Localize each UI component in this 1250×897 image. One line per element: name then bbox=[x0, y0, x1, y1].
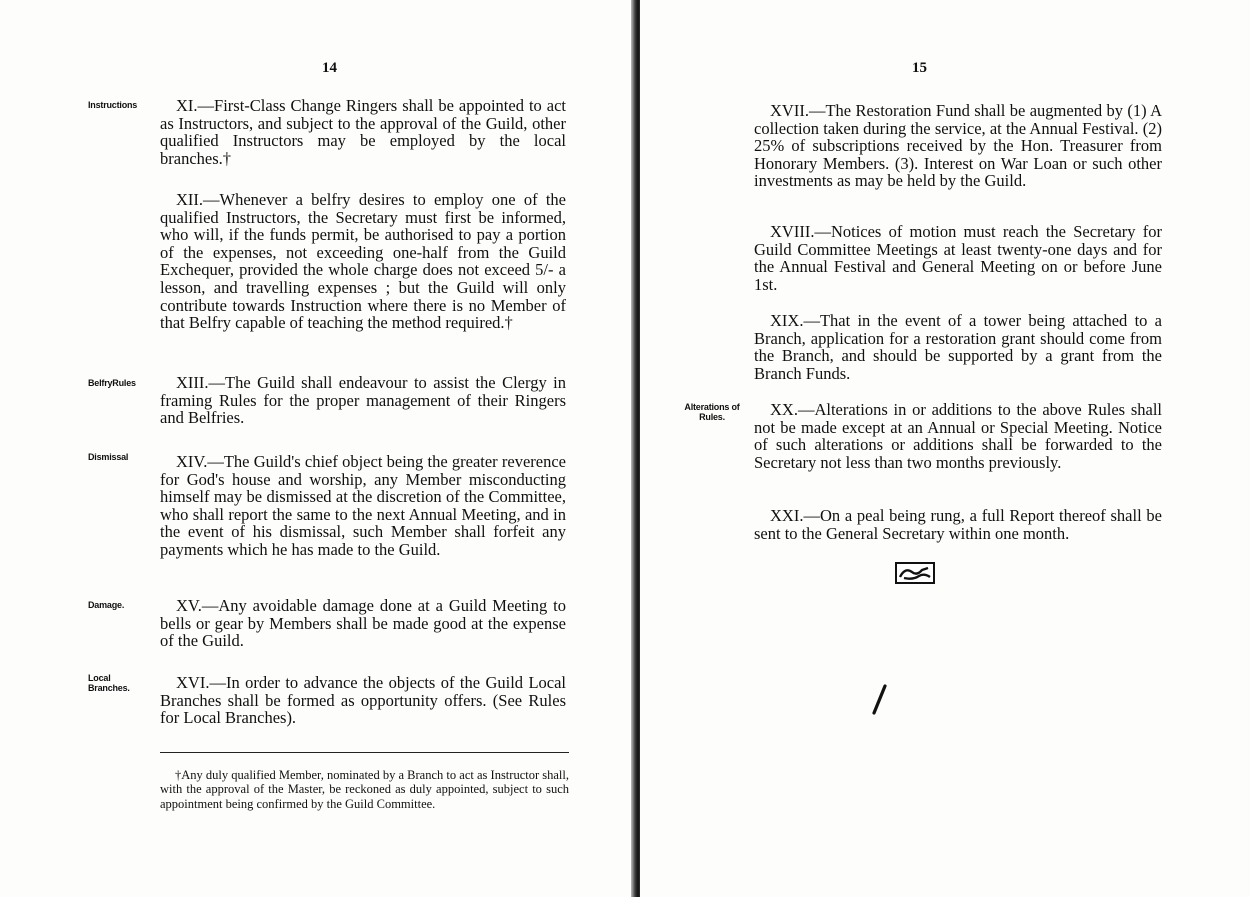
margin-note-instructions: Instructions bbox=[88, 100, 138, 110]
rule-xvii: XVII.—The Restoration Fund shall be augmented by (1) A collection taken during the service, at the Annual Festival. (2) 25% of subscriptions received by the Hon. Treasurer from Honorary Members. (3). Interest on War Loan or such other investments as may be held by the Guild. bbox=[754, 101, 1162, 191]
rule-xx: XX.—Alterations in or additions to the above Rules shall not be made except at an Annual or Special Meeting. Notice of such alterations or additions shall be forwarded to the Secretary not less than two months previously. bbox=[754, 400, 1162, 472]
rule-xix: XIX.—That in the event of a tower being attached to a Branch, application for a restoration grant should come from the Branch, and should be supported by a grant from the Branch Funds. bbox=[754, 311, 1162, 383]
right-page bbox=[640, 0, 1250, 897]
margin-note-local-branches: Local Branches. bbox=[88, 673, 130, 693]
margin-note-dismissal: Dismissal bbox=[88, 452, 129, 462]
margin-note-alterations: Alterations of Rules. bbox=[684, 402, 740, 422]
rule-xv: XV.—Any avoidable damage done at a Guild Meeting to bells or gear by Members shall be made good at the expense of the Guild. bbox=[160, 596, 566, 651]
footnote-divider bbox=[160, 752, 569, 753]
rule-xi: XI.—First-Class Change Ringers shall be appointed to act as Instructors, and subject to the approval of the Guild, other qualified Instructors may be employed by the local branches.† bbox=[160, 96, 566, 168]
ornament-icon bbox=[895, 562, 935, 589]
rule-xxi: XXI.—On a peal being rung, a full Report thereof shall be sent to the General Secretary within one month. bbox=[754, 506, 1162, 543]
footnote: †Any duly qualified Member, nominated by a Branch to act as Instructor shall, with the approval of the Master, be reckoned as duly appointed, subject to such appointment being confirmed by the Guild Committee. bbox=[160, 768, 569, 811]
rule-xiii: XIII.—The Guild shall endeavour to assist the Clergy in framing Rules for the proper management of their Ringers and Belfries. bbox=[160, 373, 566, 428]
rule-xvi: XVI.—In order to advance the objects of the Guild Local Branches shall be formed as opportunity offers. (See Rules for Local Branches). bbox=[160, 673, 566, 728]
rule-xviii: XVIII.—Notices of motion must reach the Secretary for Guild Committee Meetings at least twenty-one days and for the Annual Festival and General Meeting on or before June 1st. bbox=[754, 222, 1162, 294]
rule-xii: XII.—Whenever a belfry desires to employ one of the qualified Instructors, the Secretary must first be informed, who will, if the funds permit, be authorised to pay a portion of the expenses, not exceeding one-half from the Guild Exchequer, provided the whole charge does not exceed 5/- a lesson, and travelling expenses ; but the Guild will only contribute towards Instruction where there is no Member of that Belfry capable of teaching the method required.† bbox=[160, 190, 566, 333]
page-number-left: 14 bbox=[322, 60, 337, 76]
page-number-right: 15 bbox=[912, 60, 927, 76]
margin-note-damage: Damage. bbox=[88, 600, 125, 610]
pen-mark-icon bbox=[870, 684, 888, 721]
rule-xiv: XIV.—The Guild's chief object being the greater reverence for God's house and worship, any Member misconducting himself may be dismissed at the discretion of the Committee, who shall report the same to the next Annual Meeting, and in the event of his dismissal, such Member shall forfeit any payments which he has made to the Guild. bbox=[160, 452, 566, 559]
margin-note-belfry-rules: BelfryRules bbox=[88, 378, 136, 388]
